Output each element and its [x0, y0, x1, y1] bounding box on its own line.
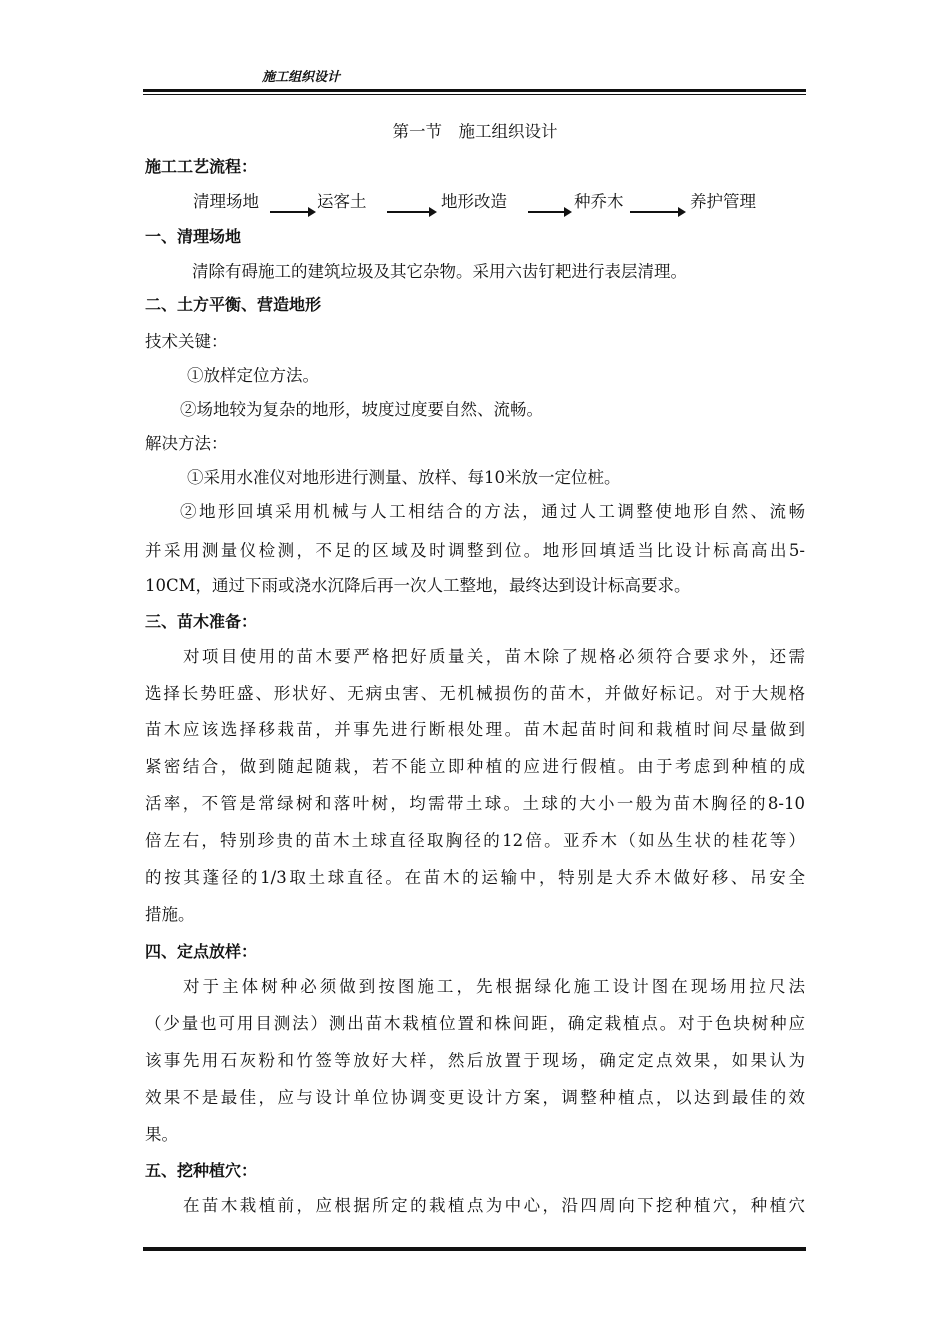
paragraph-line: 在苗木栽植前，应根据所定的栽植点为中心，沿四周向下挖种植穴，种植穴: [183, 1196, 805, 1215]
section-heading: 一、清理场地: [145, 227, 242, 246]
section-heading: 三、苗木准备：: [145, 612, 258, 631]
section-heading: 二、土方平衡、营造地形: [145, 295, 322, 314]
flow-step: 清理场地: [193, 192, 259, 211]
paragraph-line: 并采用测量仪检测，不足的区域及时调整到位。地形回填适当比设计标高高出5-: [145, 541, 805, 560]
label-solution: 解决方法：: [145, 434, 228, 453]
arrow-icon: [387, 211, 435, 213]
list-item: ①放样定位方法。: [187, 366, 319, 385]
paragraph-line: 措施。: [145, 905, 195, 924]
arrow-icon: [270, 211, 314, 213]
paragraph-line: （少量也可用目测法）测出苗木栽植位置和株间距，确定栽植点。对于色块树种应: [145, 1014, 805, 1033]
arrow-icon: [528, 211, 570, 213]
flow-heading: 施工工艺流程：: [145, 157, 258, 176]
section-heading: 五、挖种植穴：: [145, 1161, 258, 1180]
header-title: 施工组织设计: [262, 70, 341, 85]
header-rule-thick: [143, 89, 806, 92]
flow-step: 运客土: [317, 192, 367, 211]
paragraph-line: 对项目使用的苗木要严格把好质量关，苗木除了规格必须符合要求外，还需: [183, 647, 805, 666]
paragraph-line: 10CM，通过下雨或浇水沉降后再一次人工整地，最终达到设计标高要求。: [145, 576, 691, 595]
paragraph-line: ②地形回填采用机械与人工相结合的方法，通过人工调整使地形自然、流畅: [180, 502, 805, 521]
list-item: ①采用水准仪对地形进行测量、放样、每10米放一定位桩。: [187, 468, 621, 487]
header-rule-thin: [143, 94, 806, 95]
label-tech-key: 技术关键：: [145, 332, 228, 351]
paragraph-line: 倍左右，特别珍贵的苗木土球直径取胸径的12倍。亚乔木（如丛生状的桂花等）: [145, 831, 805, 850]
footer-rule: [143, 1247, 806, 1251]
flow-step: 养护管理: [690, 192, 756, 211]
list-item: ②场地较为复杂的地形，坡度过度要自然、流畅。: [180, 400, 543, 419]
paragraph-line: 该事先用石灰粉和竹签等放好大样，然后放置于现场，确定定点效果，如果认为: [145, 1051, 805, 1070]
section-title: 第一节 施工组织设计: [392, 122, 558, 141]
paragraph-line: 苗木应该选择移栽苗，并事先进行断根处理。苗木起苗时间和栽植时间尽量做到: [145, 720, 805, 739]
paragraph-line: 果。: [145, 1125, 178, 1144]
paragraph-line: 紧密结合，做到随起随栽，若不能立即种植的应进行假植。由于考虑到种植的成: [145, 757, 805, 776]
paragraph-line: 选择长势旺盛、形状好、无病虫害、无机械损伤的苗木，并做好标记。对于大规格: [145, 684, 805, 703]
flow-step: 种乔木: [574, 192, 624, 211]
arrow-icon: [630, 211, 684, 213]
paragraph-line: 对于主体树种必须做到按图施工，先根据绿化施工设计图在现场用拉尺法: [183, 977, 805, 996]
flow-step: 地形改造: [441, 192, 507, 211]
section-heading: 四、定点放样：: [145, 942, 258, 961]
paragraph-line: 的按其蓬径的1/3取土球直径。在苗木的运输中，特别是大乔木做好移、吊安全: [145, 868, 805, 887]
paragraph-line: 清除有碍施工的建筑垃圾及其它杂物。采用六齿钉耙进行表层清理。: [192, 262, 687, 281]
paragraph-line: 效果不是最佳，应与设计单位协调变更设计方案，调整种植点，以达到最佳的效: [145, 1088, 805, 1107]
paragraph-line: 活率，不管是常绿树和落叶树，均需带土球。土球的大小一般为苗木胸径的8-10: [145, 794, 805, 813]
